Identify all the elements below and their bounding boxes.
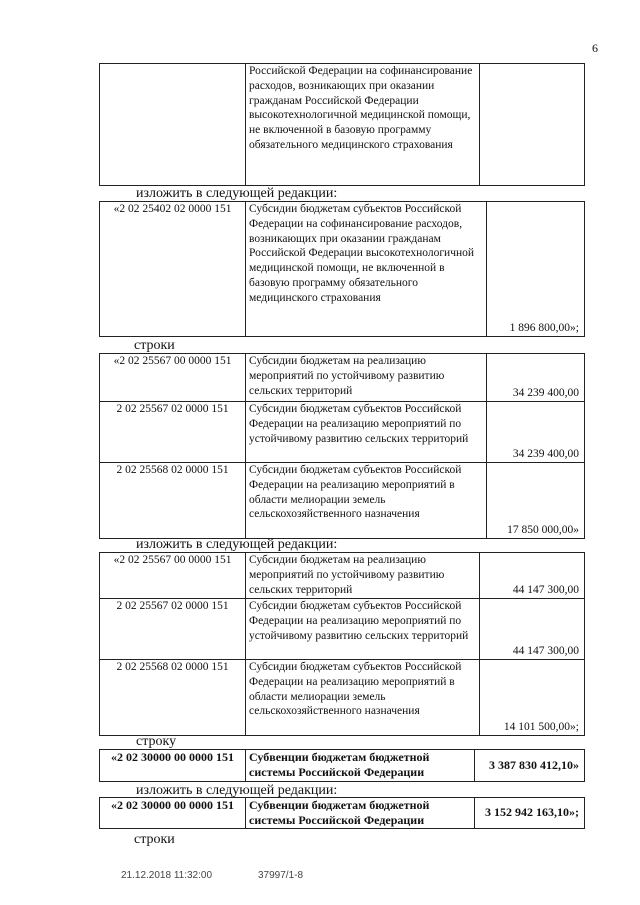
caption-new-edition-3: изложить в следующей редакции: — [136, 783, 338, 798]
table-row — [100, 402, 585, 463]
caption-rows-1: строки — [134, 338, 175, 353]
caption-new-edition-1: изложить в следующей редакции: — [136, 186, 338, 201]
name-cell: Субсидии бюджетам субъектов Российской Федерации на реализацию мероприятий в области мелиорации земель сельскохозяйственного назначения — [246, 660, 480, 736]
name-cell: Субсидии бюджетам субъектов Российской Федерации на реализацию мероприятий по устойчивому развитию сельских территорий — [246, 402, 487, 463]
amount-cell: 3 387 830 412,10» — [475, 750, 585, 782]
table-rural-old — [99, 353, 585, 539]
name-cell: Субвенции бюджетам бюджетной системы Российской Федерации — [246, 750, 475, 782]
table-subvention-old — [99, 749, 585, 782]
code-cell: «2 02 25567 00 0000 151 — [100, 354, 246, 402]
name-cell: Российской Федерации на софинансирование расходов, возникающих при оказании гражданам Российской Федерации высокотехнологичной медицинской помощи, не включенной в базовую программу обязательного медицинского страхования — [246, 64, 480, 186]
name-cell: Субсидии бюджетам субъектов Российской Федерации на софинансирование расходов, возникающих при оказании гражданам Российской Федерации высокотехнологичной медицинской помощи, не включенной в базовую программу обязательного медицинского страхования — [246, 202, 487, 337]
table-subsidy-healthcare — [99, 201, 585, 337]
footer-doc-id: 37997/1-8 — [258, 870, 304, 881]
caption-row: строку — [136, 734, 177, 749]
code-cell: «2 02 30000 00 0000 151 — [100, 750, 246, 782]
name-cell: Субсидии бюджетам субъектов Российской Федерации на реализацию мероприятий в области мелиорации земель сельскохозяйственного назначения — [246, 463, 487, 539]
amount-cell: 17 850 000,00» — [487, 463, 585, 539]
name-cell: Субсидии бюджетам на реализацию мероприятий по устойчивому развитию сельских территорий — [246, 553, 480, 599]
code-cell: 2 02 25568 02 0000 151 — [100, 660, 246, 736]
code-cell: 2 02 25567 02 0000 151 — [100, 402, 246, 463]
top-table — [99, 63, 585, 186]
table-row — [100, 64, 585, 186]
code-cell — [100, 64, 246, 186]
caption-rows-2: строки — [134, 832, 175, 847]
code-cell: 2 02 25567 02 0000 151 — [100, 599, 246, 660]
amount-cell: 14 101 500,00»; — [480, 660, 585, 736]
page-number: 6 — [592, 41, 598, 55]
footer-timestamp: 21.12.2018 11:32:00 — [121, 870, 213, 881]
table-row — [100, 553, 585, 599]
table-subvention-new — [99, 797, 585, 829]
table-row — [100, 660, 585, 736]
amount-cell: 1 896 800,00»; — [487, 202, 585, 337]
caption-new-edition-2: изложить в следующей редакции: — [136, 537, 338, 552]
code-cell: 2 02 25568 02 0000 151 — [100, 463, 246, 539]
amount-cell: 3 152 942 163,10»; — [475, 798, 585, 829]
table-rural-new — [99, 552, 585, 736]
amount-cell: 34 239 400,00 — [487, 402, 585, 463]
table-row — [100, 798, 585, 829]
table-row — [100, 202, 585, 337]
name-cell: Субвенции бюджетам бюджетной системы Российской Федерации — [246, 798, 475, 829]
table-row — [100, 463, 585, 539]
name-cell: Субсидии бюджетам на реализацию мероприятий по устойчивому развитию сельских территорий — [246, 354, 487, 402]
amount-cell: 44 147 300,00 — [480, 599, 585, 660]
code-cell: «2 02 30000 00 0000 151 — [100, 798, 246, 829]
code-cell: «2 02 25402 02 0000 151 — [100, 202, 246, 337]
code-cell: «2 02 25567 00 0000 151 — [100, 553, 246, 599]
name-cell: Субсидии бюджетам субъектов Российской Федерации на реализацию мероприятий по устойчивому развитию сельских территорий — [246, 599, 480, 660]
amount-cell: 44 147 300,00 — [480, 553, 585, 599]
table-row — [100, 750, 585, 782]
table-row — [100, 599, 585, 660]
amount-cell: 34 239 400,00 — [487, 354, 585, 402]
table-row — [100, 354, 585, 402]
amount-cell — [480, 64, 585, 186]
